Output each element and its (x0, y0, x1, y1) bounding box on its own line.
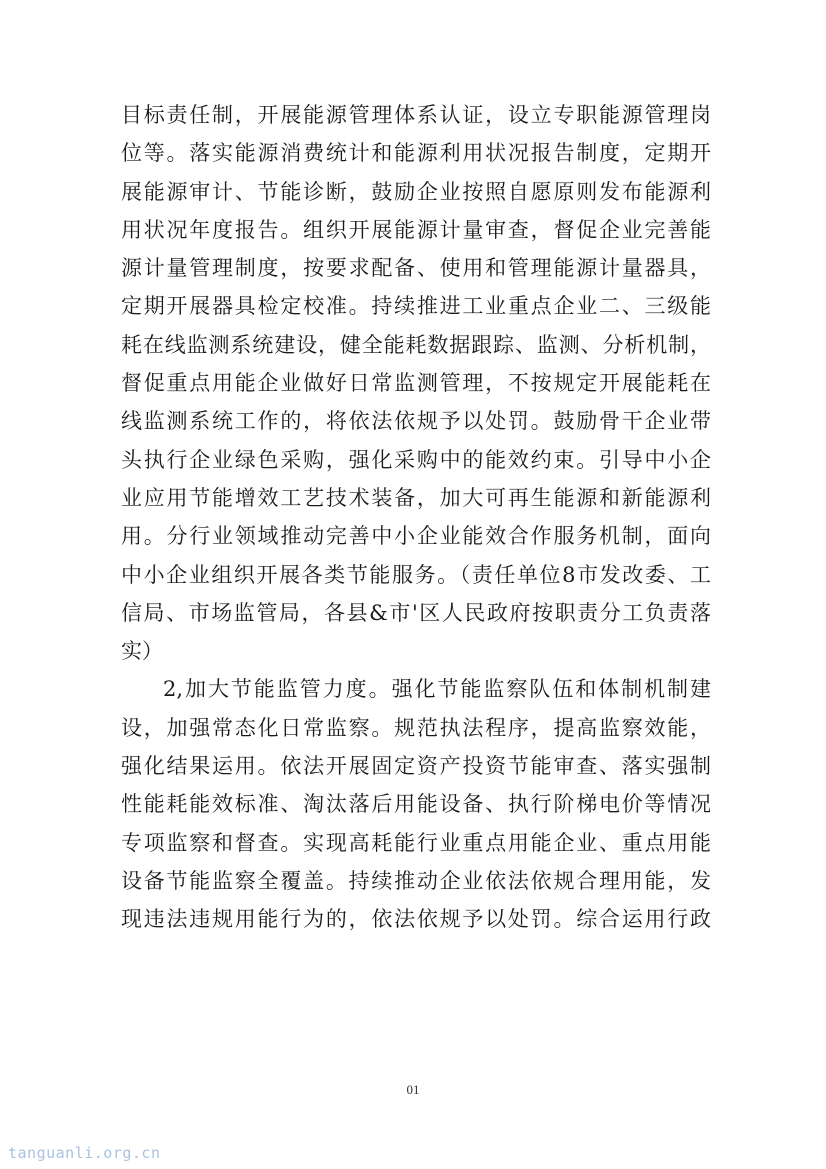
text-line: 专项监察和督查。实现高耗能行业重点用能企业、重点用能 (121, 830, 711, 855)
text-line: 定期开展器具检定校准。持续推进工业重点企业二、三级能 (121, 294, 711, 319)
section-heading-line: 2,加大节能监管力度。强化节能监察队伍和体制机制建 (163, 677, 711, 702)
text-line: 设备节能监察全覆盖。持续推动企业依法依规合理用能，发 (121, 868, 711, 893)
text-line: 信局、市场监管局，各县&市'区人民政府按职责分工负责落 (121, 600, 711, 625)
body-text (121, 96, 711, 939)
text-line: 耗在线监测系统建设，健全能耗数据跟踪、监测、分析机制， (121, 332, 711, 357)
text-line: 中小企业组织开展各类节能服务。（责任单位8市发改委、工 (121, 562, 711, 587)
text-line: 线监测系统工作的，将依法依规予以处罚。鼓励骨干企业带 (121, 409, 711, 434)
text-line: 用状况年度报告。组织开展能源计量审查，督促企业完善能 (121, 217, 711, 242)
text-line: 业应用节能增效工艺技术装备，加大可再生能源和新能源利 (121, 485, 711, 510)
text-line: 设，加强常态化日常监察。规范执法程序，提高监察效能， (121, 715, 711, 740)
text-line: 现违法违规用能行为的，依法依规予以处罚。综合运用行政 (121, 907, 711, 932)
page-number: 01 (406, 1082, 420, 1097)
text-line: 用。分行业领域推动完善中小企业能效合作服务机制，面向 (121, 524, 711, 549)
watermark: tanguanli.org.cn (8, 1144, 161, 1162)
text-line: 目标责任制，开展能源管理体系认证，设立专职能源管理岗 (121, 103, 711, 127)
text-line: 性能耗能效标准、淘汰落后用能设备、执行阶梯电价等情况 (121, 792, 711, 817)
text-line: 督促重点用能企业做好日常监测管理，不按规定开展能耗在 (121, 371, 711, 396)
text-line: 位等。落实能源消费统计和能源利用状况报告制度，定期开 (121, 141, 711, 166)
text-line: 头执行企业绿色采购，强化采购中的能效约束。引导中小企 (121, 447, 711, 472)
text-line: 展能源审计、节能诊断，鼓励企业按照自愿原则发布能源利 (121, 179, 711, 204)
text-line: 源计量管理制度，按要求配备、使用和管理能源计量器具， (121, 256, 711, 281)
text-line: 实） (121, 639, 163, 664)
text-line: 强化结果运用。依法开展固定资产投资节能审查、落实强制 (121, 754, 711, 779)
